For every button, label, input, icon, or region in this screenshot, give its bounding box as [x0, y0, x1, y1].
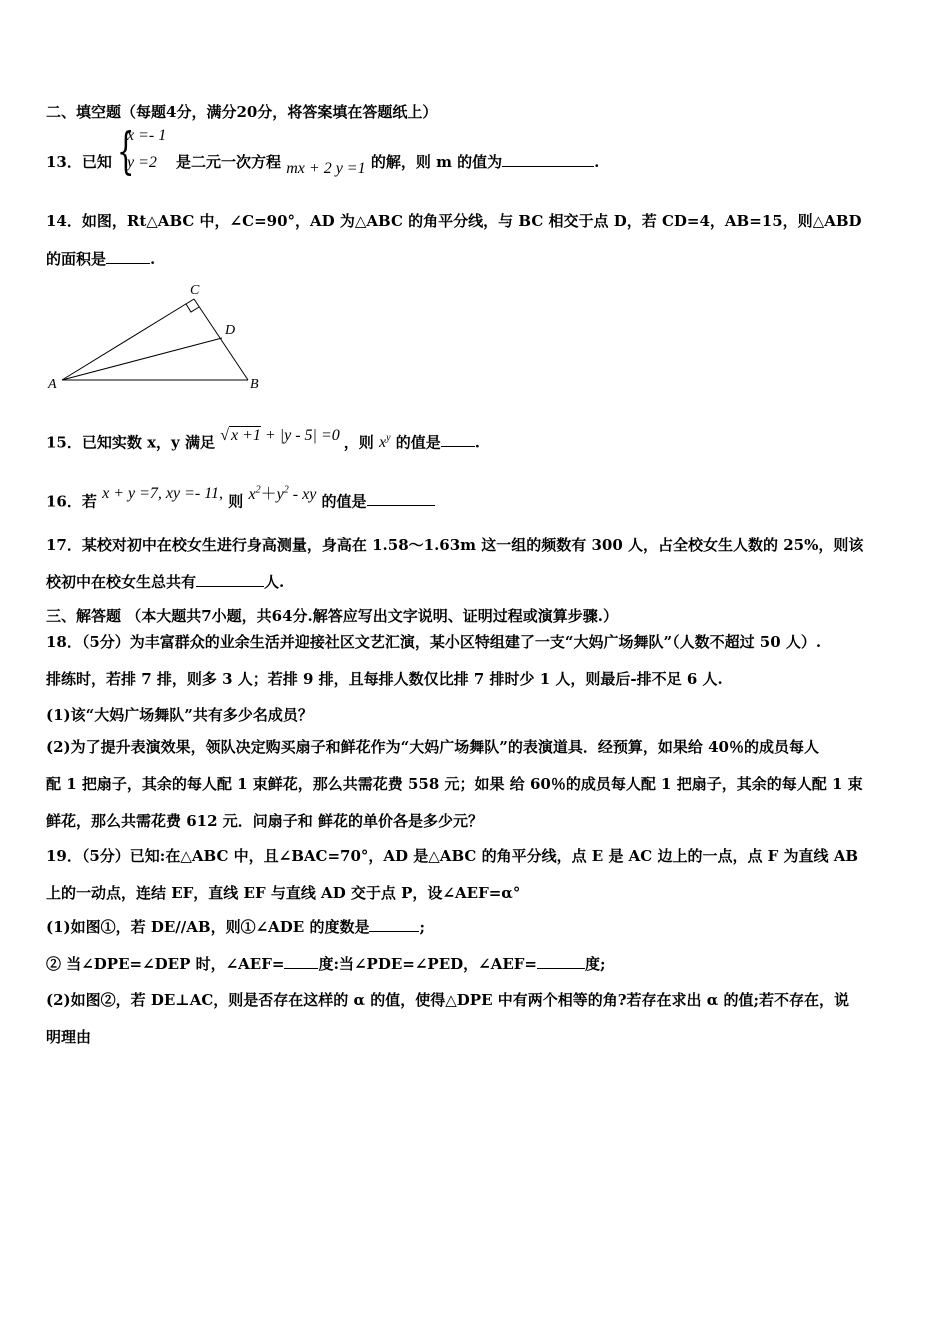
label-c: C: [190, 283, 200, 298]
question-18-line1: 18．（5分）为丰富群众的业余生活并迎接社区文艺汇演，某小区特组建了一支“大妈广场舞队”（人数不超过 50 人）.: [46, 633, 822, 651]
question-18-line5: 配 1 把扇子，其余的每人配 1 束鲜花，那么共需花费 558 元；如果 给 60％的成员每人配 1 把扇子，其余的每人配 1 束: [46, 775, 863, 793]
question-18-part1: (1)该“大妈广场舞队”共有多少名成员？: [46, 706, 313, 724]
q15-power: $x^y$: [378, 433, 391, 452]
question-16: 16．若 x + y =7, xy =- 11, 则 $x^2+y^2$ - xy 的值是: [46, 488, 435, 512]
side-ac: [62, 299, 194, 380]
q13-prefix: 13．已知: [46, 153, 112, 171]
q16-expression: $x^2+y^2$ - xy: [248, 485, 317, 504]
q13-answer-blank: [502, 152, 594, 167]
q13-rest: 是二元一次方程 mx + 2 y =1 的解，则 m 的值为 .: [176, 153, 600, 177]
q17-answer-blank: [196, 572, 264, 587]
section-fill-blank-heading: 二、填空题（每题4分，满分20分，将答案填在答题纸上）: [46, 103, 438, 121]
question-18-line4: (2)为了提升表演效果，领队决定购买扇子和鲜花作为“大妈广场舞队”的表演道具．经预算，如果给 40％的成员每人: [46, 738, 819, 756]
question-17-line2: 校初中在校女生总共有 人.: [46, 573, 285, 591]
q13-equation: mx + 2 y =1: [286, 160, 366, 177]
q15-answer-blank: [441, 432, 475, 447]
label-d: D: [225, 323, 236, 338]
segment-ad: [62, 338, 222, 380]
right-angle-mark: [186, 304, 199, 312]
q14-answer-blank: [106, 249, 150, 264]
q15-expression: √ x +1 + |y - 5| =0: [220, 427, 340, 445]
section-answer-heading: 三、解答题 （本大题共7小题，共64分.解答应写出文字说明、证明过程或演算步骤.）: [46, 607, 618, 625]
question-19-part1-2: ② 当∠DPE=∠DEP 时，∠AEF= 度:当∠PDE=∠PED，∠AEF= 度;: [46, 955, 606, 973]
question-19-line2: 上的一动点，连结 EF，直线 EF 与直线 AD 交于点 P，设∠AEF=α°: [46, 884, 521, 902]
label-a: A: [48, 377, 57, 392]
question-19-part2-line2: 明理由: [46, 1028, 92, 1046]
q19-blank-ade: [369, 917, 419, 932]
question-19-part1: (1)如图①，若 DE//AB，则①∠ADE 的度数是 ;: [46, 918, 425, 936]
q15-sqrt-sign: √: [220, 427, 229, 445]
question-13: [46, 152, 112, 172]
question-19-part2-line1: (2)如图②，若 DE⊥AC，则是否存在这样的 α 的值，使得△DPE 中有两个相等的角?若存在求出 α 的值;若不存在，说: [46, 991, 850, 1009]
q19-blank-aef2: [537, 954, 585, 969]
question-15: 15．已知实数 x，y 满足 √ x +1 + |y - 5| =0 ，则 $x^y$ 的值是 .: [46, 427, 481, 452]
question-18-line6: 鲜花，那么共需花费 612 元．问扇子和 鲜花的单价各是多少元？: [46, 812, 483, 830]
q13-sys-eq1: x =- 1: [127, 127, 167, 144]
q13-equation-system: [117, 122, 173, 180]
side-cb: [194, 299, 248, 380]
question-18-line2: 排练时，若排 7 排，则多 3 人；若排 9 排，且每排人数仅比排 7 排时少 1 人，则最后-排不足 6 人.: [46, 670, 723, 688]
q13-sys-eq2: y =2: [127, 154, 157, 171]
q19-blank-aef1: [284, 954, 318, 969]
question-14-line1: 14．如图，Rt△ABC 中，∠C=90°，AD 为△ABC 的角平分线，与 BC 相交于点 D，若 CD=4，AB=15，则△ABD: [46, 212, 862, 230]
label-b: B: [250, 377, 259, 392]
q13-brace: {: [117, 122, 135, 180]
question-17-line1: 17．某校对初中在校女生进行身高测量，身高在 1.58～1.63m 这一组的频数有 300 人，占全校女生人数的 25%，则该: [46, 536, 864, 554]
question-19-line1: 19．（5分）已知:在△ABC 中，且∠BAC=70°，AD 是△ABC 的角平分线，点 E 是 AC 边上的一点，点 F 为直线 AB: [46, 847, 859, 865]
q16-condition: x + y =7, xy =- 11,: [102, 485, 224, 503]
q16-answer-blank: [367, 491, 435, 506]
question-14-line2: 的面积是 .: [46, 250, 156, 268]
q14-triangle-figure: [44, 280, 274, 395]
